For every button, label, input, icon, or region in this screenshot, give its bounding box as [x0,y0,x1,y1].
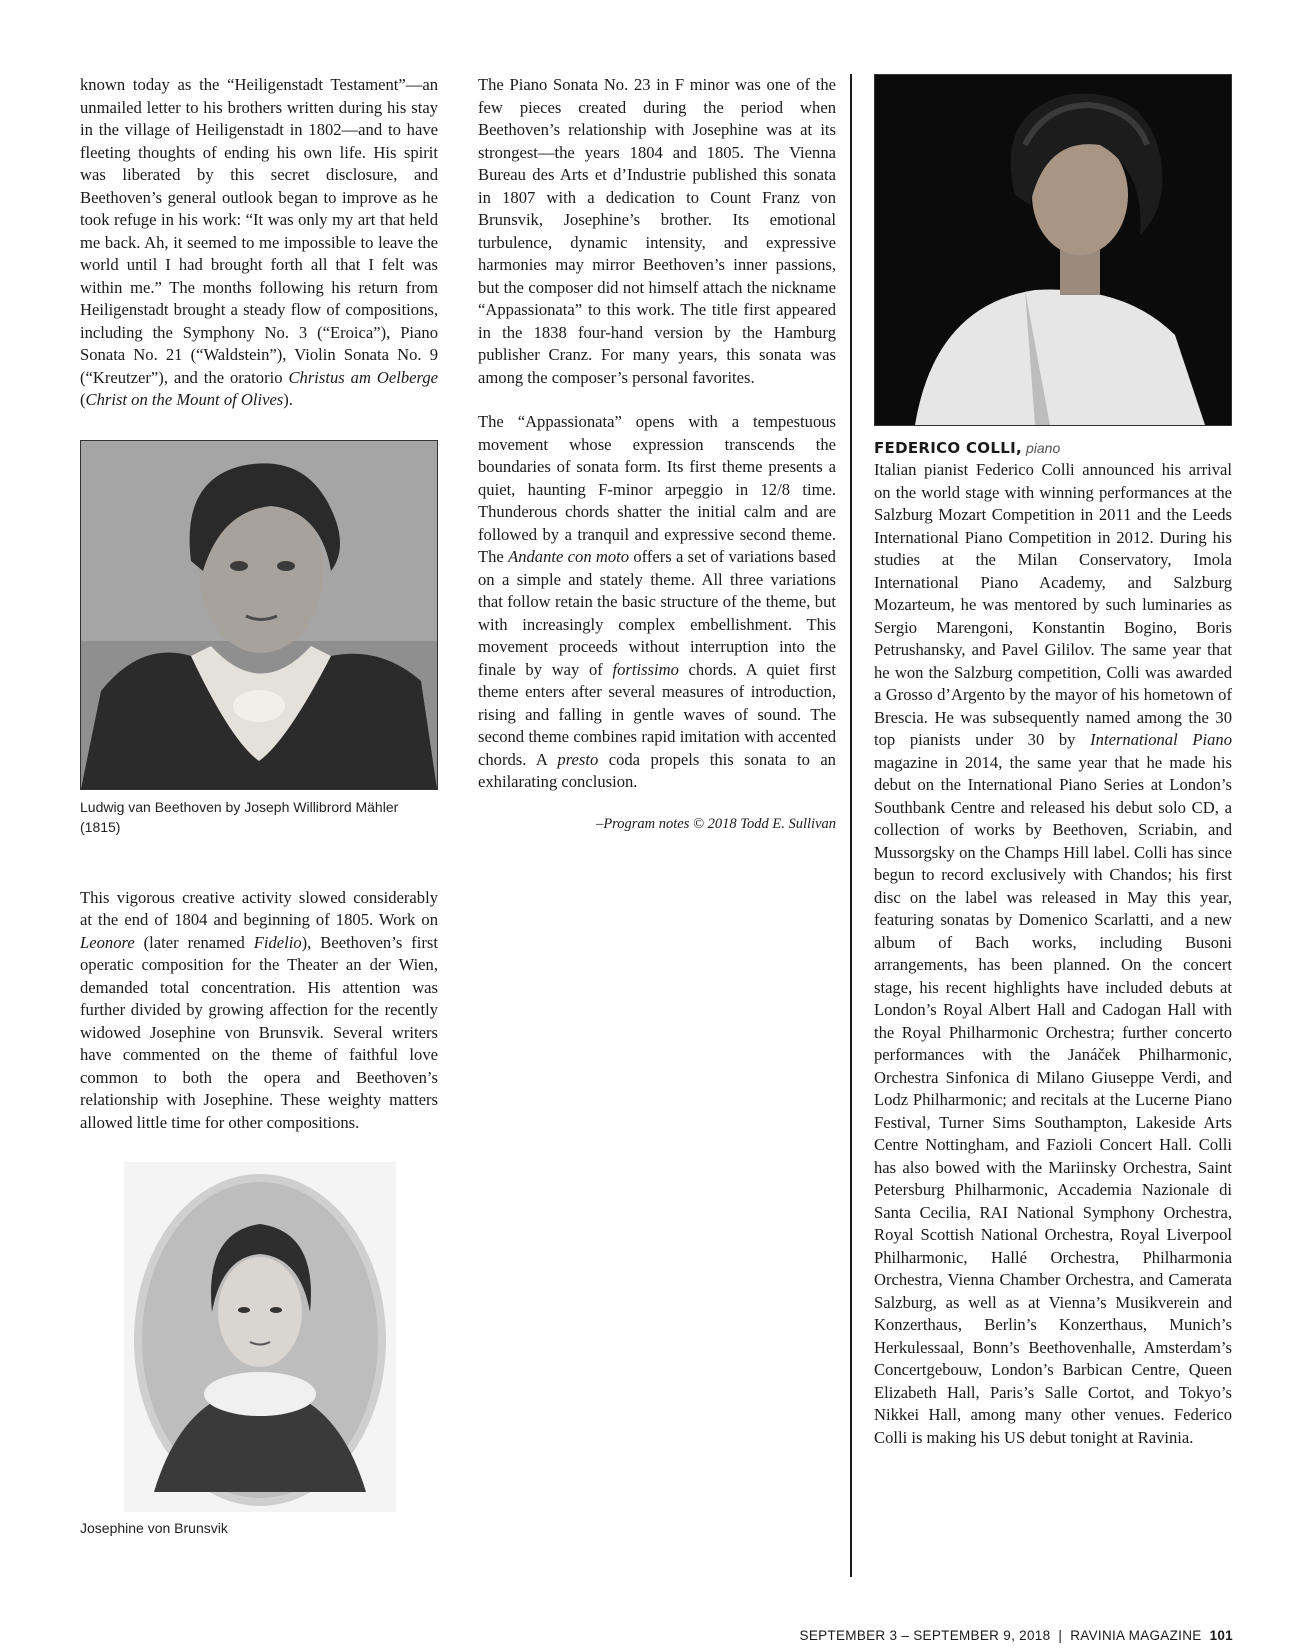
program-notes-credit: –Program notes © 2018 Todd E. Sullivan [596,815,836,832]
josephine-portrait [124,1162,396,1512]
beethoven-caption: Ludwig van Beethoven by Joseph Willibrord Mähler (1815) [80,798,399,835]
artist-bio: Italian pianist Federico Colli announced his arrival on the world stage with winning performances at the Salzburg Mozart Competition in 2011 and the Leeds International Piano Competition in 2012. During his studies at the Milan Conservatory, Imola International Piano Academy, and Salzburg Mozarteum, he was mentored by such luminaries as Sergio Marengoni, Konstantin Bogino, Boris Petrushansky, and Pavel Gililov. The same year that he won the Salzburg competition, Colli was awarded a Grosso d’Argento by the mayor of his hometown of Brescia. He was subsequently named among the 30 top pianists under 30 by International Piano magazine in 2014, the same year that he made his debut on the International Piano Series at London’s Southbank Centre and released his debut solo CD, a collection of works by Beethoven, Scriabin, and Mussorgsky on the Champs Hill label. Colli has since begun to record exclusively with Chandos; his first disc on the label was released in May this year, featuring sonatas by Domenico Scarlatti, and a new album of Bach works, including Busoni arrangements, has been planned. On the concert stage, his recent highlights have included debuts at London’s Royal Albert Hall and Cadogan Hall with the Royal Philharmonic Orchestra; further concerto performances with the Janáček Philharmonic, Orchestra Sinfonica di Milano Giuseppe Verdi, and Lodz Philharmonic; and recitals at the Lucerne Piano Festival, Turner Sims Southampton, Lakeside Arts Centre Nottingham, and Fazioli Concert Hall. Colli has also bowed with the Mariinsky Orchestra, Saint Petersburg Philharmonic, Accademia Nazionale di Santa Cecilia, RAI National Symphony Orchestra, Royal Scottish National Orchestra, Royal Liverpool Philharmonic, Hallé Orchestra, Philharmonia Orchestra, Vienna Chamber Orchestra, and Camerata Salzburg, as well as at Vienna’s Musikverein and Konzerthaus, Berlin’s Konzerthaus, Munich’s Herkulessaal, Bonn’s Beethovenhalle, Amsterdam’s Concertgebouw, London’s Barbican Centre, Queen Elizabeth Hall, Paris’s Salle Cortot, and Tokyo’s Nikkei Hall, among many other venues. Federico Colli is making his US debut tonight at Ravinia. [874,460,1232,1447]
beethoven-portrait-image [81,441,437,789]
magazine-name: RAVINIA MAGAZINE [1070,1628,1202,1643]
federico-colli-photo-image [875,75,1231,425]
column-left [80,74,438,1538]
column-divider [850,74,852,1577]
article-paragraph: known today as the “Heiligenstadt Testament”—an unmailed letter to his brothers written during his stay in the village of Heiligenstadt in 1802—and to have fleeting thoughts of ending his own life. His spirit was liberated by this secret disclosure, and Beethoven’s general outlook began to improve as he took refuge in his work: “It was only my art that held me back. Ah, it seemed to me impossible to leave the world until I had brought forth all that I felt was within me.” The months following his return from Heiligenstadt brought a steady flow of compositions, including the Symphony No. 3 (“Eroica”), Piano Sonata No. 21 (“Waldstein”), Violin Sonata No. 9 (“Kreutzer”), and the oratorio Christus am Oelberge (Christ on the Mount of Olives). [80,75,438,409]
page-footer [800,1628,1233,1643]
column-right [874,74,1232,1449]
federico-colli-photo [874,74,1232,426]
article-paragraph: This vigorous creative activity slowed considerably at the end of 1804 and beginning of 1805. Work on Leonore (later renamed Fidelio), Beethoven’s first operatic composition for the Theater an der Wien, demanded total concentration. His attention was further divided by growing affection for the recently widowed Josephine von Brunsvik. Several writers have commented on the theme of faithful love common to both the opera and Beethoven’s relationship with Josephine. These weighty matters allowed little time for other compositions. [80,887,438,1132]
article-paragraph: The “Appassionata” opens with a tempestuous movement whose expression transcends the boundaries of sonata form. Its first theme presents a quiet, haunting F-minor arpeggio in 12/8 time. Thunderous chords shatter the initial calm and are followed by a tranquil and expressive second theme. The Andante con moto offers a set of variations based on a simple and stately theme. All three variations that follow retain the basic structure of the theme, but with increasingly complex embellishment. This movement proceeds without interruption into the finale by way of fortissimo chords. A quiet first theme enters after several measures of introduction, rising and falling in gentle waves of sound. The second theme combines rapid imitation with accented chords. A presto coda propels this sonata to an exhilarating conclusion. [478,412,836,791]
page-number: 101 [1209,1628,1233,1643]
artist-instrument: piano [1025,440,1061,456]
column-middle [478,74,836,833]
article-paragraph: The Piano Sonata No. 23 in F minor was one of the few pieces created during the period when Beethoven’s relationship with Josephine was at its strongest—the years 1804 and 1805. The Vienna Bureau des Arts et d’Industrie published this sonata in 1807 with a dedication to Count Franz von Brunsvik, Josephine’s brother. Its emotional turbulence, dynamic intensity, and expressive harmonies may mirror Beethoven’s inner passions, but the composer did not himself attach the nickname “Appassionata” to this work. The title first appeared in the 1838 four-hand version by the Hamburg publisher Cranz. For many years, this sonata was among the composer’s personal favorites. [478,75,836,387]
josephine-caption: Josephine von Brunsvik [80,1520,228,1536]
josephine-portrait-image [124,1162,396,1512]
beethoven-portrait [80,440,438,790]
artist-name: FEDERICO COLLI, [874,439,1022,457]
issue-date: SEPTEMBER 3 – SEPTEMBER 9, 2018 [799,1628,1051,1643]
footer-separator: | [1058,1628,1063,1643]
artist-name-line [874,438,1232,459]
